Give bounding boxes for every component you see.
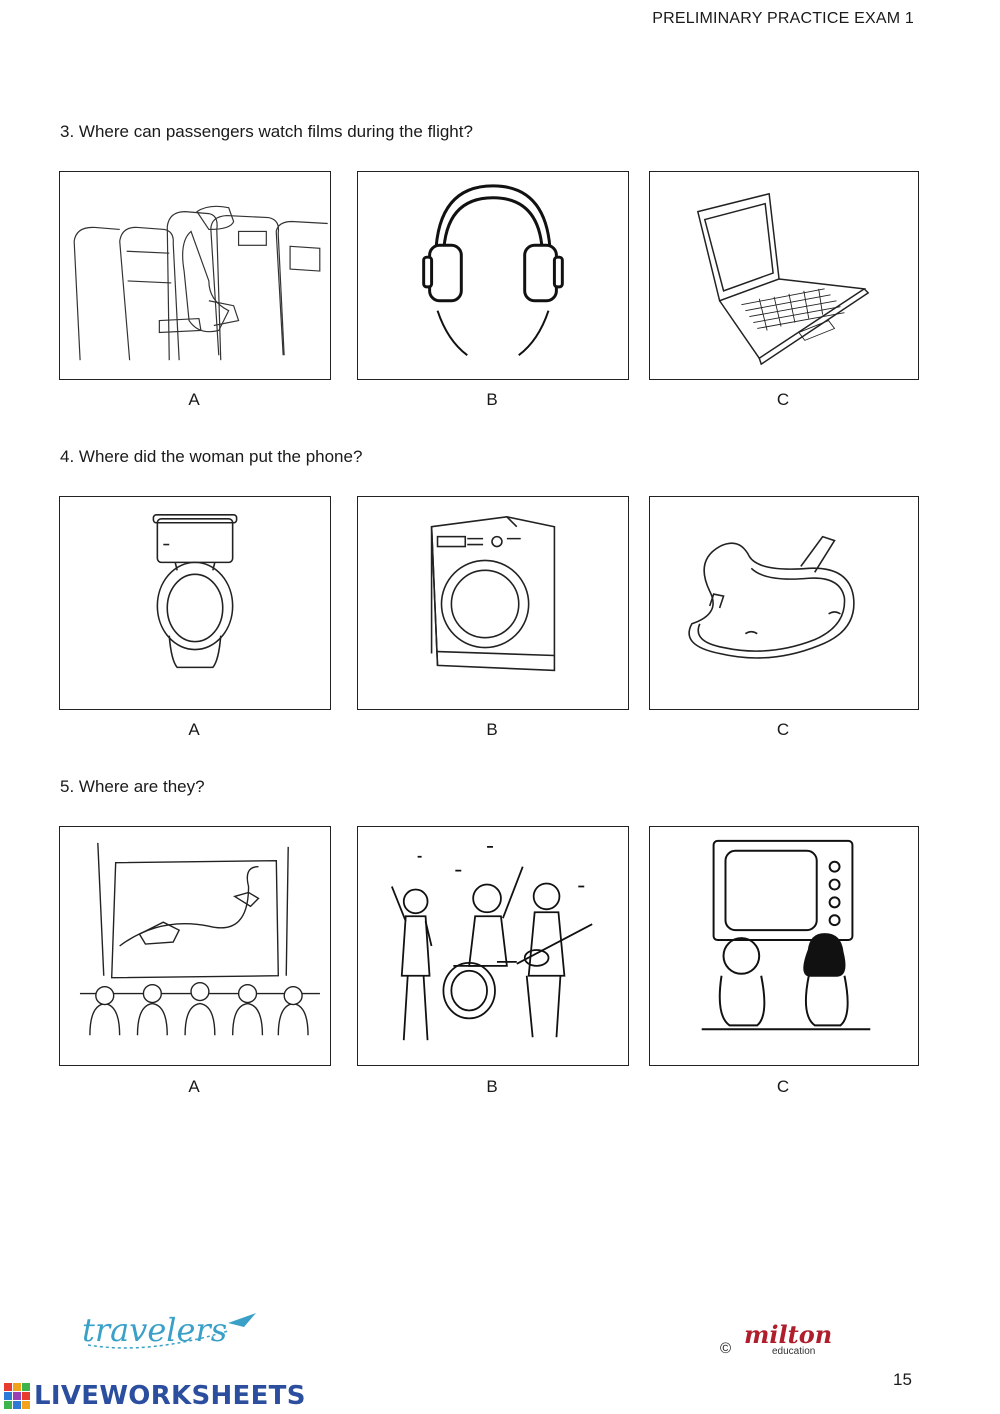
q3-option-a-label: A: [188, 390, 200, 409]
cinema-illustration: [60, 827, 330, 1065]
q3-option-b-image[interactable]: [357, 171, 629, 380]
washing-machine-illustration: [358, 497, 628, 709]
q5-option-a-label: A: [188, 1077, 200, 1096]
liveworksheets-logo: [4, 1382, 306, 1410]
milton-logo-subtext: education: [772, 1346, 816, 1357]
headphones-illustration: [358, 172, 628, 379]
q5-option-c-label: C: [776, 1077, 790, 1096]
q5-option-c-image[interactable]: [649, 826, 919, 1066]
milton-logo-text: milton: [744, 1320, 833, 1349]
copyright-symbol: ©: [720, 1340, 732, 1357]
children-watching-tv-illustration: [650, 827, 918, 1065]
band-concert-illustration: [358, 827, 628, 1065]
q4-option-b-image[interactable]: [357, 496, 629, 710]
page-header-title: PRELIMINARY PRACTICE EXAM 1: [652, 10, 914, 27]
q4-option-a-image[interactable]: [59, 496, 331, 710]
q3-option-c-label: C: [776, 390, 790, 409]
liveworksheets-text: LIVEWORKSHEETS: [34, 1381, 306, 1411]
q5-option-a-image[interactable]: [59, 826, 331, 1066]
paper-plane-icon: [228, 1313, 256, 1327]
question-5-text: 5. Where are they?: [60, 777, 205, 796]
milton-education-logo: [720, 1322, 840, 1362]
q5-option-b-label: B: [486, 1077, 498, 1096]
travelers-logo: [78, 1305, 278, 1355]
toilet-illustration: [60, 497, 330, 709]
airplane-seats-illustration: [60, 172, 330, 379]
page-number: 15: [893, 1370, 912, 1389]
laptop-illustration: [650, 172, 918, 379]
question-3-text: 3. Where can passengers watch films during the flight?: [60, 122, 473, 141]
q3-option-a-image[interactable]: [59, 171, 331, 380]
swimming-pool-illustration: [650, 497, 918, 709]
q3-option-b-label: B: [486, 390, 498, 409]
q4-option-b-label: B: [486, 720, 498, 739]
q5-option-b-image[interactable]: [357, 826, 629, 1066]
q3-option-c-image[interactable]: [649, 171, 919, 380]
question-4-text: 4. Where did the woman put the phone?: [60, 447, 363, 466]
q4-option-a-label: A: [188, 720, 200, 739]
liveworksheets-grid-icon: [4, 1383, 30, 1409]
travelers-logo-text: travelers: [82, 1311, 228, 1349]
q4-option-c-image[interactable]: [649, 496, 919, 710]
q4-option-c-label: C: [776, 720, 790, 739]
